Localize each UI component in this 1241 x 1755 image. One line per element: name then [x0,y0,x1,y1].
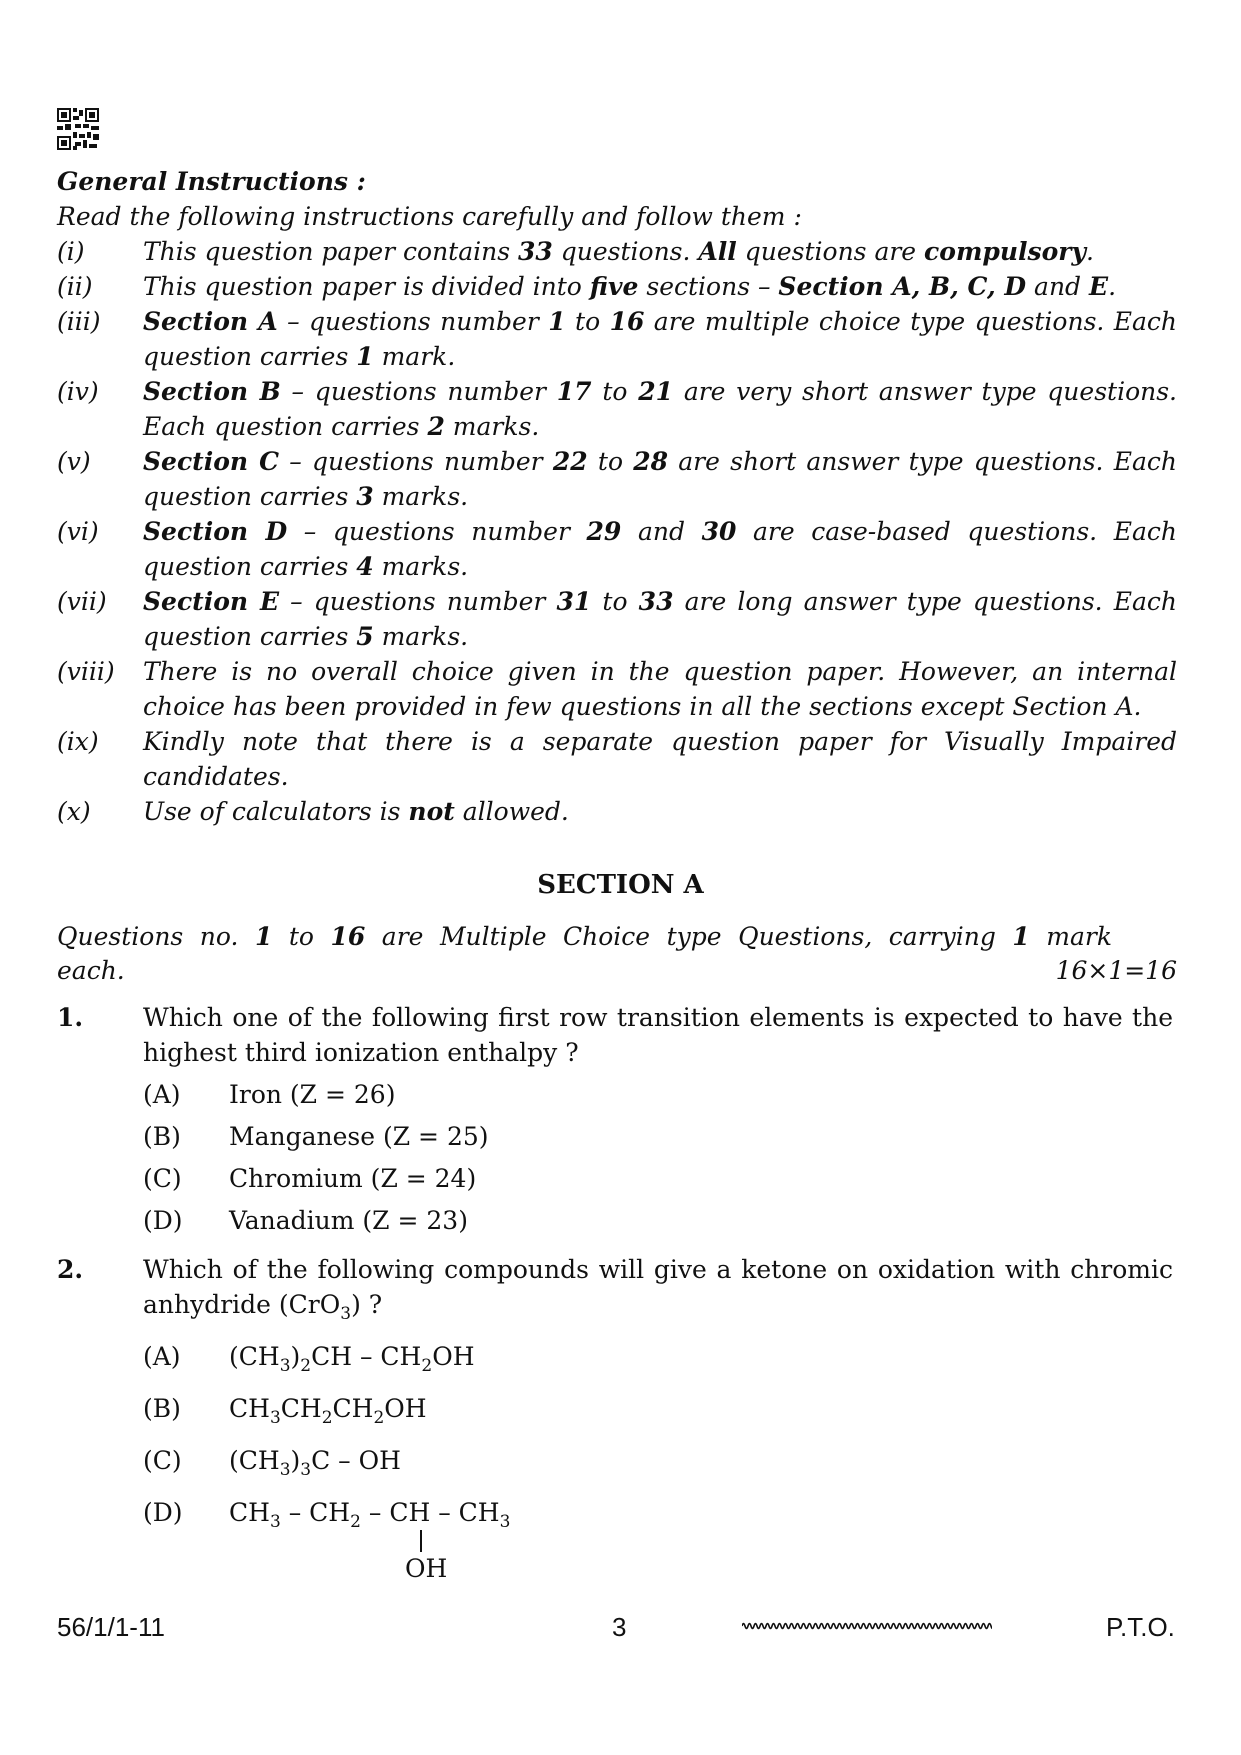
instruction-item [57,269,1177,304]
option-text: $(CH_3)_3C$ – OH [229,1446,401,1480]
instruction-text: Section B – questions number 17 to 21 are very short answer type questions. Each question carries 2 marks. [143,377,1177,441]
branch-bond-line [420,1530,422,1552]
option-label: (D) [143,1498,183,1527]
instruction-text: Kindly note that there is a separate question paper for Visually Impaired candidates. [143,727,1177,791]
question-text: Which one of the following first row transition elements is expected to have the highest third ionization enthalpy ? [143,1003,1173,1067]
section-a-intro-text: Questions no. 1 to 16 are Multiple Choice type Questions, carrying 1 mark [57,922,1112,951]
instruction-text: There is no overall choice given in the question paper. However, an internal choice has been provided in few questions in all the sections except Section A. [143,657,1177,721]
option-text: Manganese (Z = 25) [229,1122,489,1151]
instruction-item [57,374,1177,444]
instruction-text: Section A – questions number 1 to 16 are multiple choice type questions. Each question carries 1 mark. [143,307,1178,371]
option-text: Chromium (Z = 24) [229,1164,477,1193]
instruction-number: (iv) [57,377,99,406]
option-text: $CH_3 - CH_2$ – CH – $CH_3$ [229,1498,511,1532]
instruction-text: Section E – questions number 31 to 33 are long answer type questions. Each question carries 5 marks. [143,587,1177,651]
option-label: (A) [143,1080,181,1109]
instruction-number: (vi) [57,517,99,546]
question-text: Which of the following compounds will give a ketone on oxidation with chromic anhydride (CrO$_3$) ? [143,1255,1173,1324]
instruction-number: (vii) [57,587,107,616]
option-label: (C) [143,1446,182,1475]
instruction-item [57,584,1177,654]
option-text: Vanadium (Z = 23) [229,1206,468,1235]
instruction-number: (v) [57,447,91,476]
instruction-item [57,794,1177,829]
instruction-item [57,514,1177,584]
branch-oh: OH [405,1554,448,1583]
instruction-item [57,234,1177,269]
instruction-text: Use of calculators is not allowed. [143,797,569,826]
instruction-item [57,724,1177,794]
option-label: (D) [143,1206,183,1235]
question-number: 1. [57,1003,84,1032]
instruction-number: (x) [57,797,91,826]
option-text: $(CH_3)_2CH - CH_2OH$ [229,1342,475,1376]
instructions-intro: Read the following instructions carefully and follow them : [57,202,802,231]
option-label: (A) [143,1342,181,1371]
paper-code: 56/1/1-11 [57,1612,165,1642]
instruction-text: This question paper contains 33 questions. All questions are compulsory. [143,237,1094,266]
qr-code-icon [57,108,99,150]
option-label: (B) [143,1122,181,1151]
general-instructions [57,164,1177,829]
instruction-text: Section D – questions number 29 and 30 are case-based questions. Each question carries 4 marks. [143,517,1177,581]
instruction-item [57,654,1177,724]
instructions-list [57,234,1177,829]
option-label: (C) [143,1164,182,1193]
section-a-heading: SECTION A [537,870,704,900]
wavy-line-icon [742,1618,992,1634]
pto-label: P.T.O. [1106,1612,1175,1642]
instruction-number: (ii) [57,272,93,301]
instruction-number: (iii) [57,307,101,336]
question-number: 2. [57,1255,84,1284]
instruction-text: This question paper is divided into five sections – Section A, B, C, D and E. [143,272,1117,301]
instruction-text: Section C – questions number 22 to 28 are short answer type questions. Each question carries 3 marks. [143,447,1177,511]
q2-option-d[interactable] [143,1498,1043,1598]
instruction-number: (viii) [57,657,115,686]
instruction-item [57,304,1177,374]
instruction-number: (ix) [57,727,99,756]
page-number: 3 [612,1612,627,1642]
option-text: $CH_3CH_2CH_2OH$ [229,1394,427,1428]
section-a-intro-each: each. [57,956,125,985]
instruction-number: (i) [57,237,85,266]
section-a-marks: 16×1=16 [1055,956,1177,985]
option-label: (B) [143,1394,181,1423]
instructions-title: General Instructions : [57,167,366,196]
instruction-item [57,444,1177,514]
option-text: Iron (Z = 26) [229,1080,396,1109]
section-a-intro [57,920,1177,988]
